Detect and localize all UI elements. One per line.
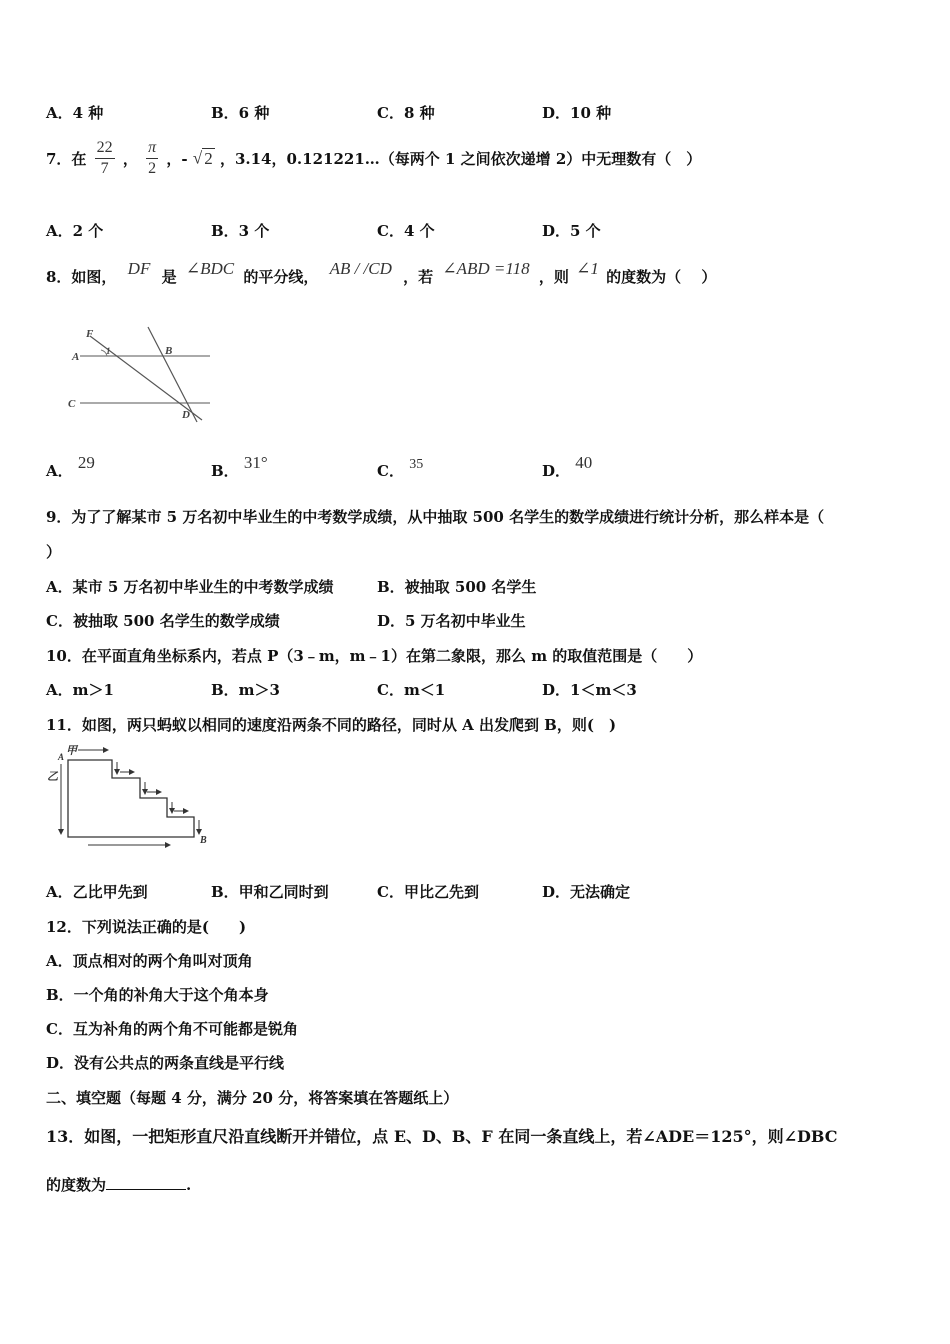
answer-blank[interactable] — [106, 1175, 186, 1190]
question-text: ，3.14，0.121221…（每两个 1 之间依次递增 2）中无理数有（ ） — [219, 150, 702, 168]
q10-option-c: C．m＜1 — [377, 681, 446, 699]
q12-option-c: C．互为补角的两个角不可能都是锐角 — [46, 1020, 298, 1038]
q6-option-b: B．6 种 — [211, 104, 270, 122]
q10-option-a: A．m＞1 — [46, 681, 114, 699]
q8-figure — [60, 322, 220, 427]
q12-option-a: A．顶点相对的两个角叫对顶角 — [46, 952, 253, 970]
question-number: 7．在 — [46, 150, 87, 168]
q10-option-b: B．m＞3 — [211, 681, 280, 699]
label-yi: 乙 — [47, 771, 58, 783]
question-9-line-2: ） — [46, 543, 62, 561]
q9-option-d: D．5 万名初中毕业生 — [377, 612, 526, 630]
q11-option-a: A．乙比甲先到 — [46, 883, 148, 901]
question-13-line-2: 的度数为 . — [46, 1176, 192, 1194]
section-heading: 二、填空题（每题 4 分，满分 20 分，将答案填在答题纸上） — [46, 1089, 459, 1107]
question-7: 7．在 $\frac{22}{7}$ ， $\frac{\pi}{2}$ ，- √ 2 ，3.14，0.121221…（每两个 1 之间依次递增 2）中无理数有（ ） — [46, 139, 702, 177]
q10-option-d: D．1＜m＜3 — [542, 681, 637, 699]
q8-option-b: B． 31° — [211, 453, 268, 480]
label-c: C — [68, 398, 76, 410]
label-jia: 甲 — [66, 745, 77, 757]
q6-option-d: D．10 种 — [542, 104, 612, 122]
question-12: 12．下列说法正确的是( ) — [46, 918, 247, 936]
label-b: B — [200, 835, 207, 846]
question-9-line-1: 9．为了了解某市 5 万名初中毕业生的中考数学成绩，从中抽取 500 名学生的数学成绩进行统计分析，那么样本是（ — [46, 508, 825, 526]
question-11: 11．如图，两只蚂蚁以相同的速度沿两条不同的路径，同时从 A 出发爬到 B，则( ) — [46, 716, 617, 734]
q6-option-a: A．4 种 — [46, 104, 104, 122]
q9-option-c: C．被抽取 500 名学生的数学成绩 — [46, 612, 280, 630]
label-1: 1 — [106, 346, 111, 356]
sqrt-2: √ 2 — [192, 148, 213, 168]
question-8: 8．如图， DF 是 ∠BDC 的平分线， AB / /CD ，若 ∠ABD =118 ，则 ∠1 的度数为（ ） — [46, 259, 717, 286]
label-d: D — [182, 409, 190, 421]
q12-option-d: D．没有公共点的两条直线是平行线 — [46, 1054, 285, 1072]
fraction-pi-2: $\frac{\pi}{2}$ — [148, 139, 157, 177]
label-a: A — [58, 752, 65, 762]
label-b: B — [165, 345, 173, 357]
q7-option-c: C．4 个 — [377, 222, 435, 240]
question-10: 10．在平面直角坐标系内，若点 P（3﹣m，m﹣1）在第二象限，那么 m 的取值范围是（ ） — [46, 647, 703, 665]
fraction-22-7: $\frac{22}{7}$ — [96, 139, 113, 177]
q11-figure — [44, 742, 214, 852]
q11-option-d: D．无法确定 — [542, 883, 631, 901]
label-f: F — [86, 328, 94, 340]
q7-option-a: A．2 个 — [46, 222, 104, 240]
question-13-line-1: 13．如图，一把矩形直尺沿直线断开并错位，点 E、D、B、F 在同一条直线上，若∠ADE＝125°，则∠DBC — [46, 1127, 838, 1146]
q9-option-a: A．某市 5 万名初中毕业生的中考数学成绩 — [46, 578, 334, 596]
q7-option-b: B．3 个 — [211, 222, 270, 240]
q8-option-d: D． 40 — [542, 453, 593, 480]
q7-option-d: D．5 个 — [542, 222, 601, 240]
q12-option-b: B．一个角的补角大于这个角本身 — [46, 986, 269, 1004]
q9-option-b: B．被抽取 500 名学生 — [377, 578, 537, 596]
q8-option-a: A． 29 — [46, 453, 95, 480]
q6-option-c: C．8 种 — [377, 104, 435, 122]
q8-option-c: C． 35 — [377, 457, 424, 480]
q11-option-c: C．甲比乙先到 — [377, 883, 479, 901]
q11-option-b: B．甲和乙同时到 — [211, 883, 329, 901]
label-a: A — [72, 351, 80, 363]
